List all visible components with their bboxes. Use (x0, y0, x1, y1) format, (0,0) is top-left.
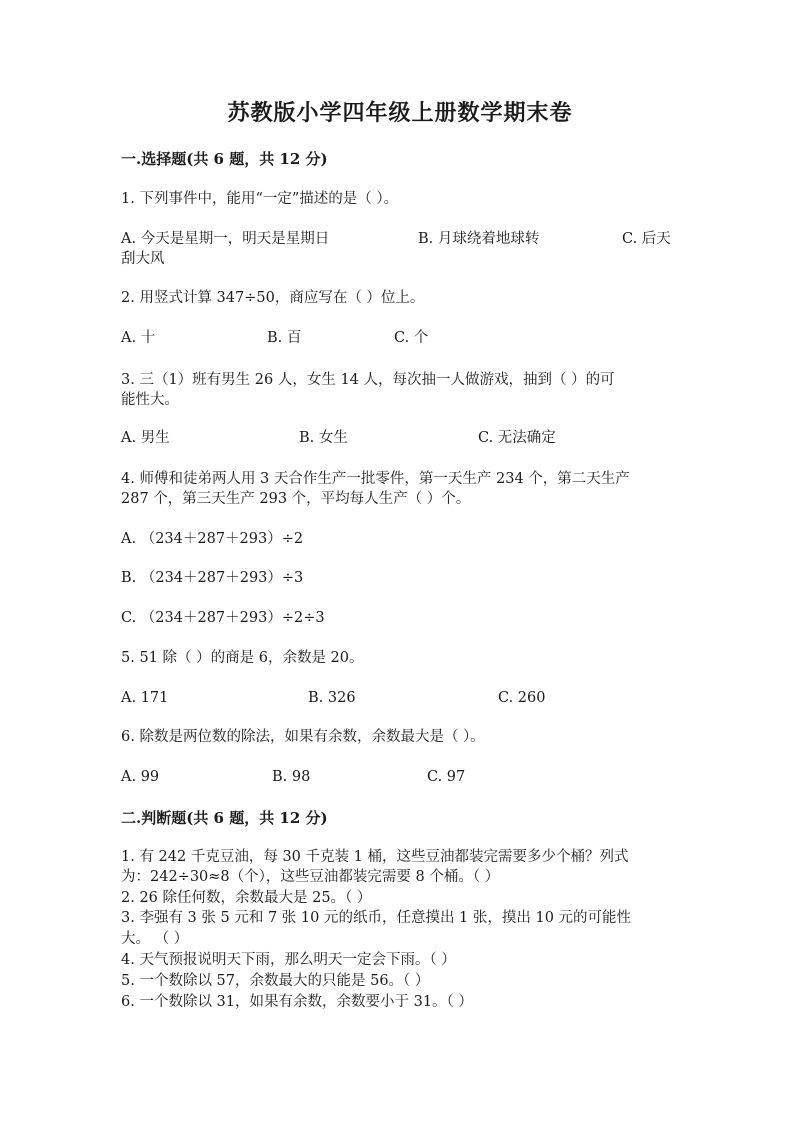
question-1-stem: 1. 下列事件中，能用“一定”描述的是（ ）。 (121, 191, 399, 207)
question-5-option-a: A. 171 (121, 690, 169, 706)
question-2-option-a: A. 十 (121, 330, 156, 346)
question-3-option-a: A. 男生 (121, 430, 170, 446)
question-5-option-b: B. 326 (308, 690, 356, 706)
judgement-line: 5. 一个数除以 57，余数最大的只能是 56。（ ） (121, 973, 430, 989)
question-4-stem-line1: 4. 师傅和徒弟两人用 3 天合作生产一批零件，第一天生产 234 个，第二天生产 (121, 471, 630, 487)
judgement-line: 为：242÷30≈8（个），这些豆油都装完需要 8 个桶。（ ） (121, 869, 500, 885)
question-5-stem: 5. 51 除（ ）的商是 6，余数是 20。 (121, 650, 364, 666)
judgement-line: 1. 有 242 千克豆油，每 30 千克装 1 桶，这些豆油都装完需要多少个桶？列式 (121, 849, 629, 865)
question-6-stem: 6. 除数是两位数的除法，如果有余数，余数最大是（ ）。 (121, 729, 485, 745)
judgement-line: 3. 李强有 3 张 5 元和 7 张 10 元的纸币，任意摸出 1 张，摸出 10 元的可能性 (121, 910, 632, 926)
question-3-stem-line2: 能性大。 (121, 392, 179, 408)
question-6-option-c: C. 97 (427, 769, 466, 785)
judgement-line: 大。 （ ） (121, 931, 189, 947)
question-2-stem: 2. 用竖式计算 347÷50，商应写在（ ）位上。 (121, 290, 425, 306)
question-3-option-b: B. 女生 (299, 430, 348, 446)
question-1-option-a: A. 今天是星期一，明天是星期日 (121, 231, 330, 247)
page-title: 苏教版小学四年级上册数学期末卷 (227, 100, 573, 126)
judgement-line: 4. 天气预报说明天下雨，那么明天一定会下雨。（ ） (121, 952, 456, 968)
question-1-option-c-continued: 刮大风 (121, 251, 165, 267)
question-3-stem-line1: 3. 三（1）班有男生 26 人，女生 14 人，每次抽一人做游戏，抽到（ ）的可 (121, 372, 615, 388)
question-1-option-c: C. 后天 (622, 231, 671, 247)
question-1-option-b: B. 月球绕着地球转 (418, 231, 540, 247)
question-5-option-c: C. 260 (498, 690, 546, 706)
section-heading-multiple-choice: 一.选择题(共 6 题，共 12 分) (121, 150, 328, 168)
question-6-option-a: A. 99 (121, 769, 160, 785)
judgement-line: 6. 一个数除以 31，如果有余数，余数要小于 31。（ ） (121, 994, 473, 1010)
question-4-stem-line2: 287 个，第三天生产 293 个，平均每人生产（ ）个。 (121, 491, 471, 507)
question-4-option-b: B. （234＋287＋293）÷3 (121, 570, 304, 586)
question-4-option-a: A. （234＋287＋293）÷2 (121, 531, 304, 547)
section-heading-true-false: 二.判断题(共 6 题，共 12 分) (121, 809, 328, 827)
question-6-option-b: B. 98 (272, 769, 311, 785)
question-2-option-b: B. 百 (267, 330, 302, 346)
question-2-option-c: C. 个 (394, 330, 429, 346)
question-4-option-c: C. （234＋287＋293）÷2÷3 (121, 610, 325, 626)
judgement-line: 2. 26 除任何数，余数最大是 25。（ ） (121, 890, 372, 906)
question-3-option-c: C. 无法确定 (478, 430, 556, 446)
